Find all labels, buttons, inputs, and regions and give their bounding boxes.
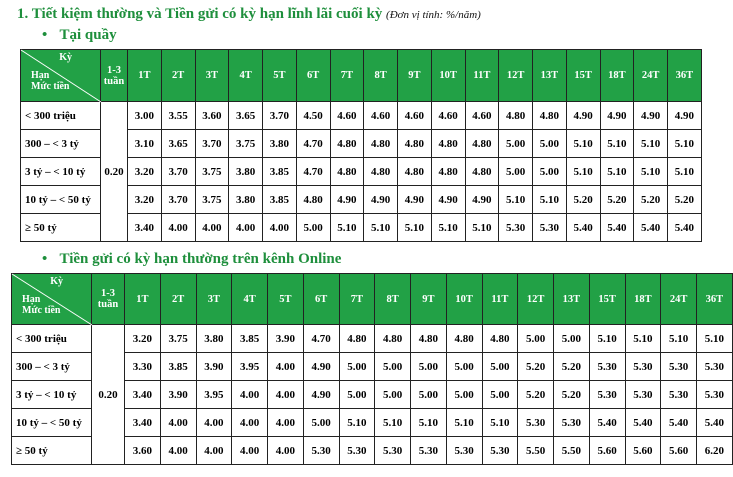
rate-cell: 5.10 <box>668 130 702 158</box>
term-header: 13T <box>554 274 590 325</box>
rate-cell: 4.70 <box>296 158 330 186</box>
rate-cell: 5.30 <box>661 353 697 381</box>
rate-cell: 5.00 <box>339 353 375 381</box>
rate-cell: 5.40 <box>697 409 733 437</box>
rate-cell: 5.30 <box>411 437 447 465</box>
rate-cell: 5.10 <box>533 186 567 214</box>
rate-cell: 3.60 <box>195 102 229 130</box>
rate-cell: 4.80 <box>398 130 432 158</box>
term-header: 9T <box>398 50 432 102</box>
rate-cell: 5.00 <box>339 381 375 409</box>
rate-cell: 5.00 <box>375 353 411 381</box>
term-header: 1-3 tuần <box>92 274 125 325</box>
rate-cell: 4.90 <box>600 102 634 130</box>
rate-cell: 3.90 <box>268 325 304 353</box>
counter-rate-table <box>20 49 702 242</box>
rate-cell: 4.80 <box>465 130 499 158</box>
amount-tier-label: 10 tỷ – < 50 tỷ <box>12 409 92 437</box>
term-header: 15T <box>589 274 625 325</box>
rate-cell: 4.90 <box>398 186 432 214</box>
rate-cell: 3.95 <box>196 381 232 409</box>
rate-cell: 5.20 <box>554 353 590 381</box>
rate-cell: 4.90 <box>566 102 600 130</box>
term-header: 11T <box>482 274 518 325</box>
rate-cell: 5.20 <box>566 186 600 214</box>
rate-cell: 5.00 <box>303 409 339 437</box>
rate-cell: 5.00 <box>375 381 411 409</box>
rate-cell: 4.00 <box>195 214 229 242</box>
rate-cell: 4.90 <box>431 186 465 214</box>
corner-header <box>12 274 92 325</box>
rate-cell: 4.00 <box>232 437 268 465</box>
section1-heading-text: Tại quầy <box>59 27 117 43</box>
rate-cell: 5.60 <box>589 437 625 465</box>
rate-cell: 4.00 <box>196 437 232 465</box>
rate-cell: 3.95 <box>232 353 268 381</box>
rate-cell: 4.00 <box>196 409 232 437</box>
rate-cell: 5.10 <box>411 409 447 437</box>
amount-tier-label: 300 – < 3 tỷ <box>12 353 92 381</box>
rate-cell: 4.90 <box>330 186 364 214</box>
term-header: 24T <box>634 50 668 102</box>
rate-cell: 5.30 <box>625 353 661 381</box>
term-header: 1T <box>128 50 162 102</box>
rate-cell: 4.80 <box>375 325 411 353</box>
rate-cell: 4.80 <box>431 130 465 158</box>
rate-cell: 3.85 <box>232 325 268 353</box>
rate-cell: 5.20 <box>634 186 668 214</box>
rate-cell: 4.00 <box>232 409 268 437</box>
amount-tier-label: < 300 triệu <box>21 102 101 130</box>
rate-cell: 5.50 <box>554 437 590 465</box>
term-header: 8T <box>375 274 411 325</box>
header-row <box>21 50 702 102</box>
rate-cell: 3.75 <box>195 158 229 186</box>
term-header: 2T <box>160 274 196 325</box>
corner-amount-label: Hạn Mức tiền <box>31 70 70 92</box>
rate-cell: 5.00 <box>482 381 518 409</box>
rate-cell: 5.30 <box>518 409 554 437</box>
rate-cell: 3.70 <box>263 102 297 130</box>
rate-cell: 3.40 <box>128 214 162 242</box>
rate-cell: 5.60 <box>625 437 661 465</box>
rate-cell: 5.00 <box>411 381 447 409</box>
term-header: 5T <box>268 274 304 325</box>
rate-cell: 4.00 <box>268 381 304 409</box>
rate-cell: 5.10 <box>364 214 398 242</box>
rate-cell: 4.00 <box>161 214 195 242</box>
term-header: 10T <box>446 274 482 325</box>
rate-cell: 3.85 <box>263 158 297 186</box>
rate-cell: 5.00 <box>296 214 330 242</box>
rate-cell: 3.40 <box>125 381 161 409</box>
rate-cell: 3.65 <box>161 130 195 158</box>
rate-cell: 4.80 <box>482 325 518 353</box>
rate-cell: 3.70 <box>161 186 195 214</box>
rate-cell: 4.80 <box>364 158 398 186</box>
rate-cell: 5.00 <box>518 325 554 353</box>
corner-term-label: Kỳ <box>59 52 72 63</box>
rate-cell: 3.75 <box>160 325 196 353</box>
term-header: 4T <box>229 50 263 102</box>
rate-cell: 5.30 <box>499 214 533 242</box>
online-rate-table <box>11 273 733 465</box>
section1-heading <box>42 27 117 44</box>
rate-cell: 5.30 <box>533 214 567 242</box>
rate-cell: 5.40 <box>634 214 668 242</box>
rate-cell: 5.40 <box>668 214 702 242</box>
rate-cell: 5.60 <box>661 437 697 465</box>
term-header: 9T <box>411 274 447 325</box>
term-header: 6T <box>303 274 339 325</box>
section2-heading <box>42 251 341 268</box>
amount-tier-label: < 300 triệu <box>12 325 92 353</box>
rate-cell: 3.55 <box>161 102 195 130</box>
rate-cell: 5.30 <box>375 437 411 465</box>
rate-cell: 5.40 <box>600 214 634 242</box>
term-header: 2T <box>161 50 195 102</box>
weekly-rate-cell: 0.20 <box>92 325 125 465</box>
rate-cell: 4.00 <box>229 214 263 242</box>
term-header: 12T <box>499 50 533 102</box>
amount-tier-label: 10 tỷ – < 50 tỷ <box>21 186 101 214</box>
rate-cell: 5.10 <box>566 130 600 158</box>
rate-cell: 5.10 <box>600 130 634 158</box>
rate-cell: 3.20 <box>125 325 161 353</box>
rate-cell: 5.10 <box>339 409 375 437</box>
amount-tier-label: 3 tỷ – < 10 tỷ <box>12 381 92 409</box>
rate-cell: 5.40 <box>589 409 625 437</box>
bullet-icon: • <box>42 251 48 267</box>
rate-cell: 4.80 <box>533 102 567 130</box>
rate-cell: 3.70 <box>195 130 229 158</box>
rate-cell: 5.50 <box>518 437 554 465</box>
rate-cell: 4.80 <box>296 186 330 214</box>
amount-tier-label: 300 – < 3 tỷ <box>21 130 101 158</box>
term-header: 10T <box>431 50 465 102</box>
rate-cell: 4.90 <box>303 381 339 409</box>
rate-cell: 4.00 <box>263 214 297 242</box>
rate-cell: 3.30 <box>125 353 161 381</box>
term-header: 36T <box>697 274 733 325</box>
rate-cell: 5.00 <box>533 158 567 186</box>
rate-cell: 5.30 <box>697 381 733 409</box>
rate-cell: 5.30 <box>482 437 518 465</box>
rate-cell: 4.50 <box>296 102 330 130</box>
rate-cell: 4.80 <box>431 158 465 186</box>
rate-cell: 5.10 <box>566 158 600 186</box>
term-header: 7T <box>330 50 364 102</box>
term-header: 6T <box>296 50 330 102</box>
table-row <box>12 325 733 353</box>
rate-cell: 5.00 <box>499 130 533 158</box>
rate-cell: 5.20 <box>668 186 702 214</box>
rate-cell: 3.80 <box>196 325 232 353</box>
rate-cell: 5.10 <box>634 130 668 158</box>
rate-cell: 5.10 <box>625 325 661 353</box>
term-header: 8T <box>364 50 398 102</box>
rate-cell: 3.80 <box>263 130 297 158</box>
rate-cell: 4.90 <box>668 102 702 130</box>
rate-cell: 4.80 <box>446 325 482 353</box>
rate-cell: 5.10 <box>375 409 411 437</box>
rate-cell: 4.80 <box>330 130 364 158</box>
rate-cell: 5.10 <box>697 325 733 353</box>
rate-cell: 4.90 <box>364 186 398 214</box>
rate-cell: 5.10 <box>431 214 465 242</box>
rate-cell: 5.00 <box>411 353 447 381</box>
title-text: 1. Tiết kiệm thường và Tiền gửi có kỳ hạn lĩnh lãi cuối kỳ <box>17 6 383 22</box>
unit-note: (Đơn vị tính: %/năm) <box>386 9 481 21</box>
rate-cell: 5.10 <box>634 158 668 186</box>
term-header: 15T <box>566 50 600 102</box>
rate-cell: 4.70 <box>296 130 330 158</box>
rate-cell: 4.80 <box>499 102 533 130</box>
rate-cell: 3.85 <box>160 353 196 381</box>
rate-cell: 4.70 <box>303 325 339 353</box>
corner-term-label: Kỳ <box>50 276 63 287</box>
rate-cell: 4.80 <box>465 158 499 186</box>
term-header: 18T <box>600 50 634 102</box>
document-title <box>17 6 481 23</box>
rate-cell: 4.90 <box>303 353 339 381</box>
rate-cell: 5.40 <box>661 409 697 437</box>
term-header: 13T <box>533 50 567 102</box>
rate-cell: 5.10 <box>330 214 364 242</box>
rate-cell: 3.10 <box>128 130 162 158</box>
amount-tier-label: ≥ 50 tỷ <box>12 437 92 465</box>
rate-cell: 5.40 <box>566 214 600 242</box>
rate-cell: 3.75 <box>229 130 263 158</box>
rate-cell: 5.30 <box>589 381 625 409</box>
rate-cell: 4.80 <box>364 130 398 158</box>
rate-cell: 5.10 <box>589 325 625 353</box>
rate-cell: 3.65 <box>229 102 263 130</box>
rate-cell: 3.40 <box>125 409 161 437</box>
term-header: 12T <box>518 274 554 325</box>
rate-cell: 3.80 <box>229 186 263 214</box>
rate-cell: 5.00 <box>482 353 518 381</box>
rate-cell: 4.80 <box>411 325 447 353</box>
rate-cell: 3.60 <box>125 437 161 465</box>
table-row <box>21 102 702 130</box>
rate-cell: 5.30 <box>589 353 625 381</box>
rate-cell: 3.85 <box>263 186 297 214</box>
rate-cell: 5.10 <box>668 158 702 186</box>
term-header: 11T <box>465 50 499 102</box>
rate-cell: 5.00 <box>446 353 482 381</box>
rate-cell: 4.60 <box>364 102 398 130</box>
rate-cell: 5.30 <box>625 381 661 409</box>
rate-cell: 5.10 <box>398 214 432 242</box>
rate-cell: 5.30 <box>339 437 375 465</box>
rate-cell: 6.20 <box>697 437 733 465</box>
rate-cell: 4.00 <box>160 409 196 437</box>
term-header: 18T <box>625 274 661 325</box>
rate-cell: 4.00 <box>268 353 304 381</box>
rate-cell: 5.00 <box>446 381 482 409</box>
rate-cell: 5.20 <box>518 381 554 409</box>
amount-tier-label: 3 tỷ – < 10 tỷ <box>21 158 101 186</box>
rate-cell: 3.90 <box>160 381 196 409</box>
rate-cell: 4.00 <box>160 437 196 465</box>
term-header: 3T <box>196 274 232 325</box>
term-header: 1T <box>125 274 161 325</box>
rate-cell: 4.80 <box>330 158 364 186</box>
rate-cell: 5.30 <box>303 437 339 465</box>
bullet-icon: • <box>42 27 48 43</box>
rate-cell: 5.10 <box>446 409 482 437</box>
rate-cell: 4.90 <box>634 102 668 130</box>
rate-cell: 3.00 <box>128 102 162 130</box>
rate-cell: 5.30 <box>661 381 697 409</box>
rate-cell: 5.10 <box>499 186 533 214</box>
rate-cell: 4.60 <box>465 102 499 130</box>
term-header: 4T <box>232 274 268 325</box>
rate-cell: 3.20 <box>128 158 162 186</box>
rate-cell: 4.80 <box>339 325 375 353</box>
rate-cell: 5.30 <box>446 437 482 465</box>
corner-amount-label: Hạn Mức tiền <box>22 294 61 316</box>
rate-cell: 4.00 <box>268 437 304 465</box>
rate-cell: 5.10 <box>600 158 634 186</box>
rate-cell: 5.30 <box>697 353 733 381</box>
rate-cell: 4.60 <box>431 102 465 130</box>
rate-cell: 5.20 <box>518 353 554 381</box>
rate-cell: 5.20 <box>600 186 634 214</box>
rate-cell: 5.00 <box>554 325 590 353</box>
rate-cell: 5.00 <box>499 158 533 186</box>
rate-cell: 3.70 <box>161 158 195 186</box>
rate-cell: 5.20 <box>554 381 590 409</box>
weekly-rate-cell: 0.20 <box>101 102 128 242</box>
rate-cell: 4.60 <box>330 102 364 130</box>
rate-cell: 5.30 <box>554 409 590 437</box>
amount-tier-label: ≥ 50 tỷ <box>21 214 101 242</box>
rate-cell: 4.80 <box>398 158 432 186</box>
rate-cell: 5.10 <box>465 214 499 242</box>
term-header: 7T <box>339 274 375 325</box>
term-header: 3T <box>195 50 229 102</box>
rate-cell: 4.00 <box>232 381 268 409</box>
rate-cell: 5.10 <box>661 325 697 353</box>
rate-cell: 4.90 <box>465 186 499 214</box>
rate-cell: 3.90 <box>196 353 232 381</box>
section2-heading-text: Tiền gửi có kỳ hạn thường trên kênh Online <box>59 251 342 267</box>
rate-cell: 3.20 <box>128 186 162 214</box>
rate-cell: 4.60 <box>398 102 432 130</box>
term-header: 5T <box>263 50 297 102</box>
header-row <box>12 274 733 325</box>
rate-cell: 5.10 <box>482 409 518 437</box>
term-header: 24T <box>661 274 697 325</box>
rate-cell: 5.40 <box>625 409 661 437</box>
rate-cell: 3.80 <box>229 158 263 186</box>
rate-cell: 5.00 <box>533 130 567 158</box>
corner-header <box>21 50 101 102</box>
term-header: 36T <box>668 50 702 102</box>
rate-cell: 3.75 <box>195 186 229 214</box>
rate-cell: 4.00 <box>268 409 304 437</box>
term-header: 1-3 tuần <box>101 50 128 102</box>
